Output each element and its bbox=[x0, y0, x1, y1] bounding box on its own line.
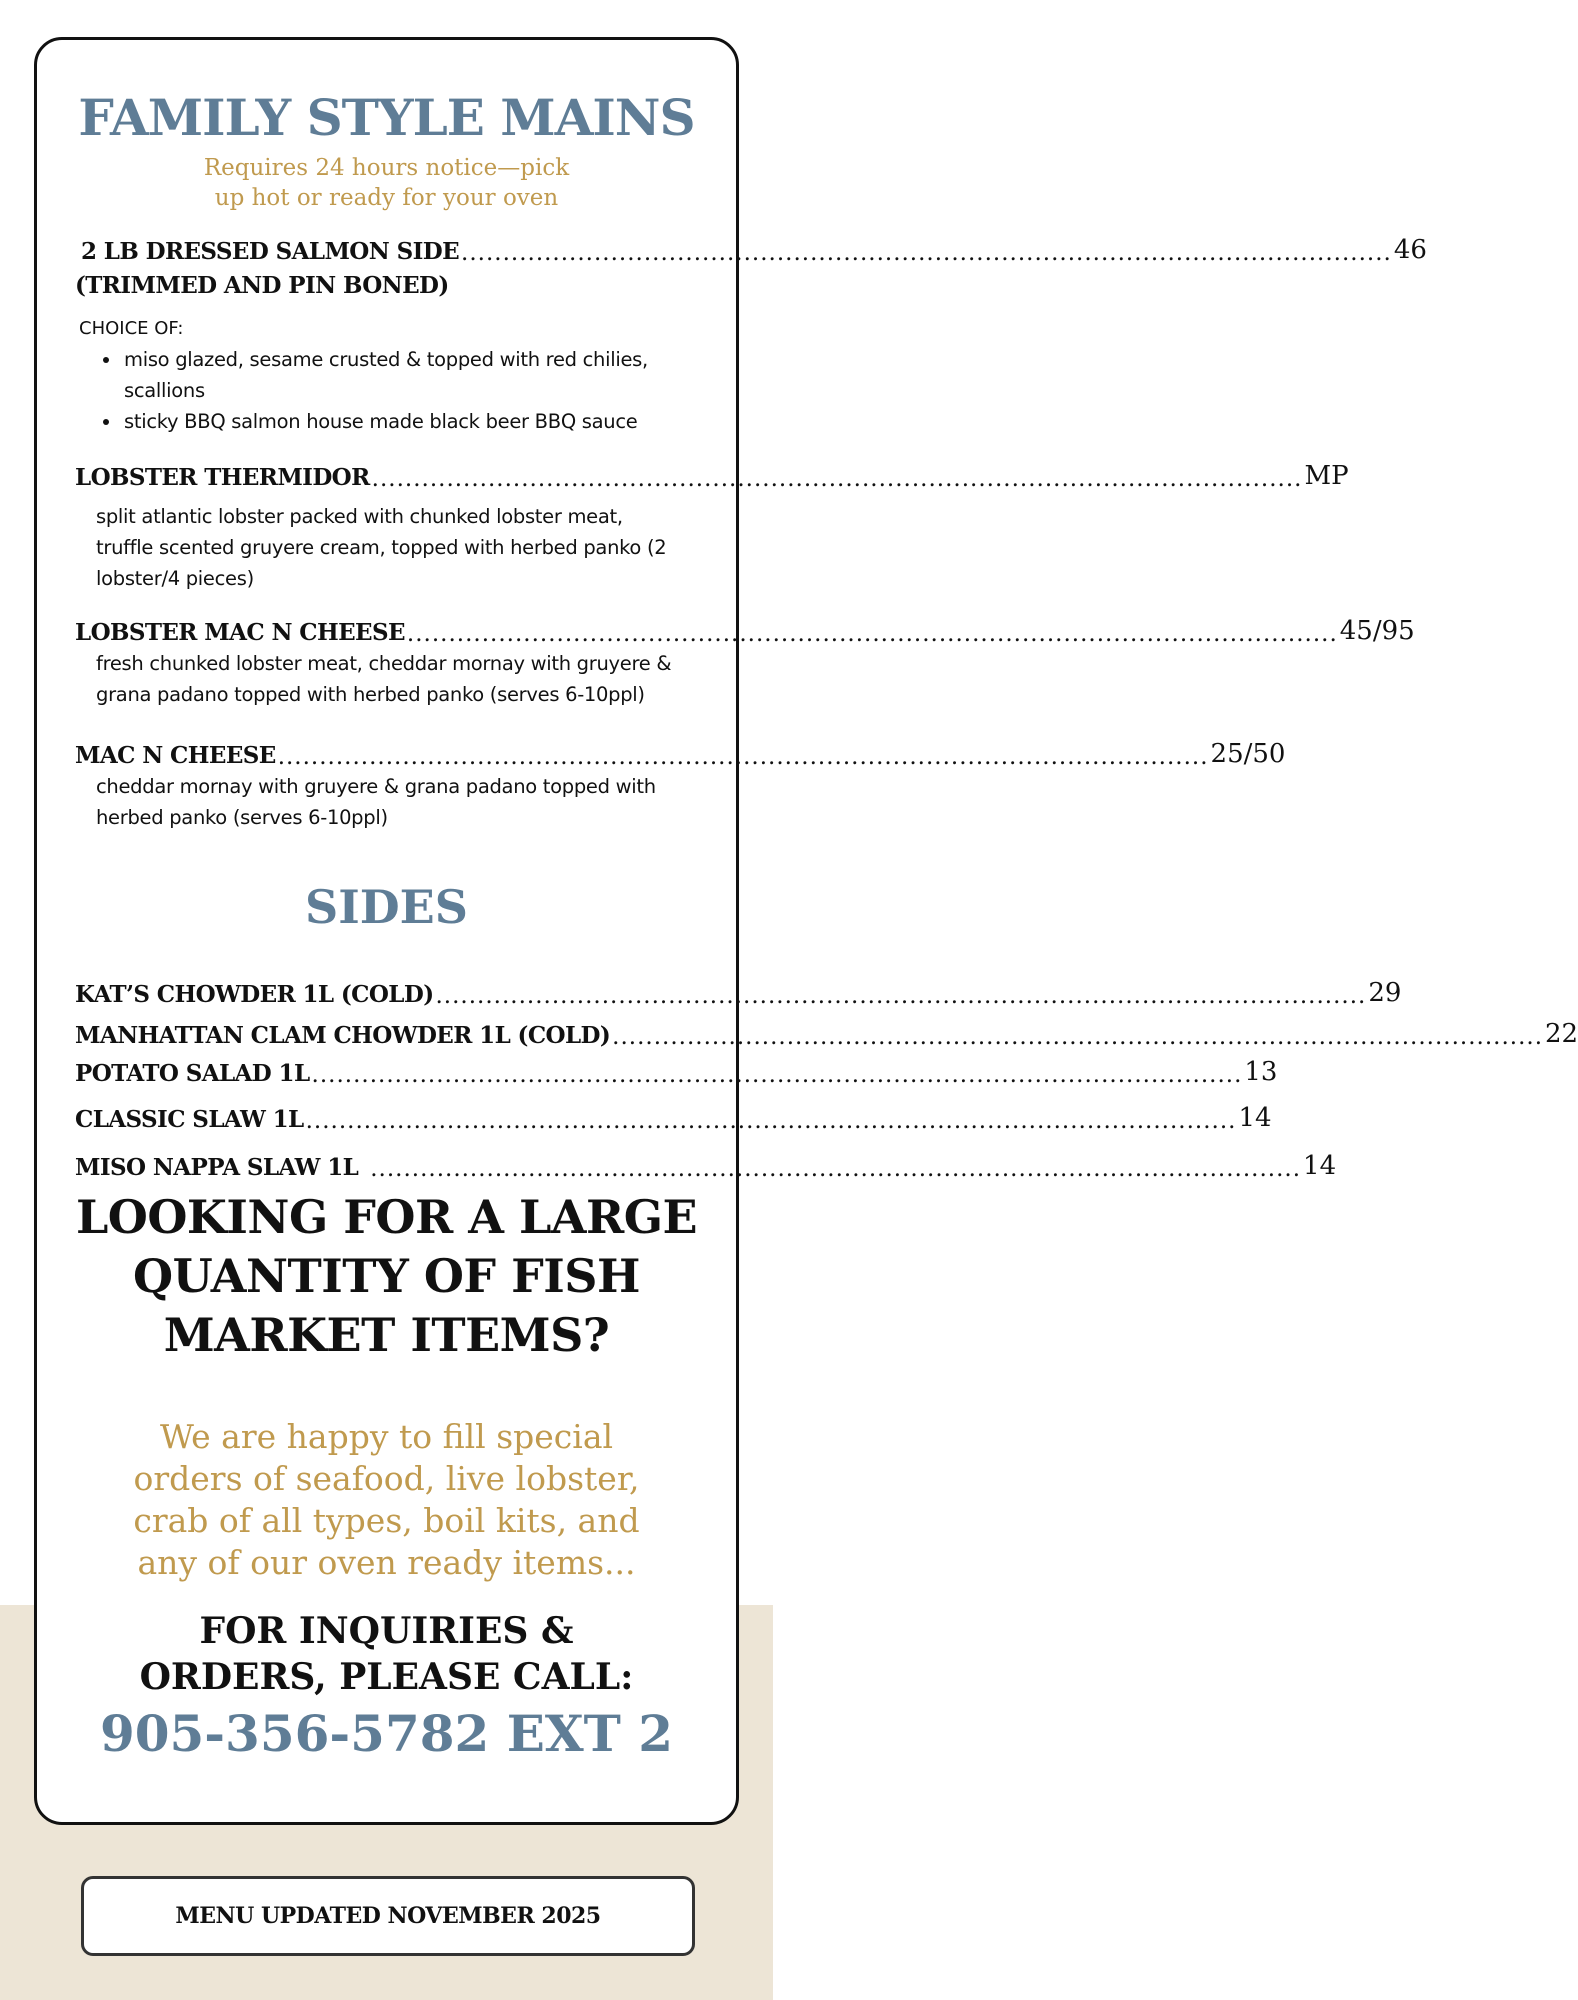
item-price: 14 bbox=[1303, 1151, 1337, 1181]
lobster-thermidor-desc: split atlantic lobster packed with chunked lobster meat, truffle scented gruyere cream, topped with herbed panko (2 lobster/4 pieces) bbox=[96, 505, 667, 590]
list-item: • miso glazed, sesame crusted & topped with red chilies, scallions bbox=[122, 344, 722, 406]
heading-line: FOR INQUIRIES & bbox=[199, 1610, 574, 1652]
dot-leader: ................................................................................................................ bbox=[461, 240, 1392, 266]
item-name: LOBSTER THERMIDOR bbox=[75, 464, 370, 491]
large-quantity-heading bbox=[37, 1188, 736, 1365]
side-item bbox=[75, 1149, 1337, 1182]
dot-leader: ................................................................................................................ bbox=[371, 466, 1303, 492]
family-style-title: FAMILY STYLE MAINS bbox=[78, 88, 695, 147]
sides-title: SIDES bbox=[305, 880, 468, 934]
menu-item-lobster-thermidor bbox=[75, 459, 1349, 492]
dot-leader: ................................................................................................................ bbox=[406, 621, 1338, 647]
notice-line-2: up hot or ready for your oven bbox=[214, 185, 559, 211]
menu-item-salmon bbox=[81, 233, 1427, 266]
item-name: 2 LB DRESSED SALMON SIDE bbox=[81, 238, 460, 265]
menu-item-mac-n-cheese bbox=[75, 737, 1286, 770]
mac-n-cheese-desc: cheddar mornay with gruyere & grana padano topped with herbed panko (serves 6-10ppl) bbox=[96, 775, 656, 829]
item-name: MISO NAPPA SLAW 1L bbox=[75, 1154, 359, 1181]
item-price: MP bbox=[1304, 461, 1349, 491]
list-item: • sticky BBQ salmon house made black beer BBQ sauce bbox=[122, 406, 722, 437]
dot-leader: ................................................................................................................ bbox=[277, 744, 1209, 770]
lobster-mac-desc: fresh chunked lobster meat, cheddar mornay with gruyere & grana padano topped with herbed panko (serves 6-10ppl) bbox=[96, 652, 672, 706]
heading-line: QUANTITY OF FISH bbox=[133, 1249, 640, 1303]
notice-line-1: Requires 24 hours notice—pick bbox=[203, 155, 570, 181]
item-name: MAC N CHEESE bbox=[75, 742, 276, 769]
dot-leader: ................................................................................................................ bbox=[435, 983, 1367, 1009]
phone-number[interactable]: 905-356-5782 EXT 2 bbox=[99, 1704, 674, 1763]
heading-line: ORDERS, PLEASE CALL: bbox=[139, 1656, 634, 1698]
heading-line: LOOKING FOR A LARGE bbox=[75, 1190, 698, 1244]
item-name: POTATO SALAD 1L bbox=[75, 1060, 310, 1087]
item-price: 45/95 bbox=[1339, 616, 1415, 646]
text-line: orders of seafood, live lobster, bbox=[133, 1459, 640, 1498]
menu-updated-badge: MENU UPDATED NOVEMBER 2025 bbox=[81, 1876, 695, 1956]
item-name: MANHATTAN CLAM CHOWDER 1L (COLD) bbox=[75, 1022, 611, 1049]
text-line: any of our oven ready items... bbox=[137, 1543, 636, 1582]
choice-label: CHOICE OF: bbox=[79, 318, 184, 339]
item-name: LOBSTER MAC N CHEESE bbox=[75, 619, 405, 646]
item-name: CLASSIC SLAW 1L bbox=[75, 1106, 304, 1133]
item-price: 46 bbox=[1393, 235, 1427, 265]
side-item bbox=[75, 976, 1402, 1009]
item-price: 25/50 bbox=[1210, 739, 1286, 769]
item-name: KAT’S CHOWDER 1L (COLD) bbox=[75, 981, 434, 1008]
salmon-subtitle: (TRIMMED AND PIN BONED) bbox=[75, 272, 449, 299]
menu-item-lobster-mac bbox=[75, 614, 1415, 647]
side-item bbox=[75, 1101, 1272, 1134]
special-orders-text bbox=[37, 1416, 736, 1584]
dot-leader: ................................................................................................................ bbox=[311, 1062, 1243, 1088]
inquiries-heading bbox=[37, 1608, 736, 1700]
item-price: 13 bbox=[1244, 1057, 1278, 1087]
side-item bbox=[75, 1017, 1578, 1050]
heading-line: MARKET ITEMS? bbox=[163, 1308, 610, 1362]
item-price: 22 bbox=[1545, 1019, 1578, 1049]
dot-leader: ................................................................................................................ bbox=[305, 1108, 1237, 1134]
menu-card bbox=[34, 37, 1578, 1825]
text-line: crab of all types, boil kits, and bbox=[133, 1501, 640, 1540]
text-line: We are happy to fill special bbox=[159, 1417, 614, 1456]
dot-leader: ................................................................................................................ bbox=[612, 1024, 1544, 1050]
salmon-options-list bbox=[92, 344, 722, 437]
dot-leader: ................................................................................................................ bbox=[370, 1156, 1302, 1182]
item-price: 14 bbox=[1238, 1103, 1272, 1133]
item-price: 29 bbox=[1368, 978, 1402, 1008]
side-item bbox=[75, 1055, 1278, 1088]
